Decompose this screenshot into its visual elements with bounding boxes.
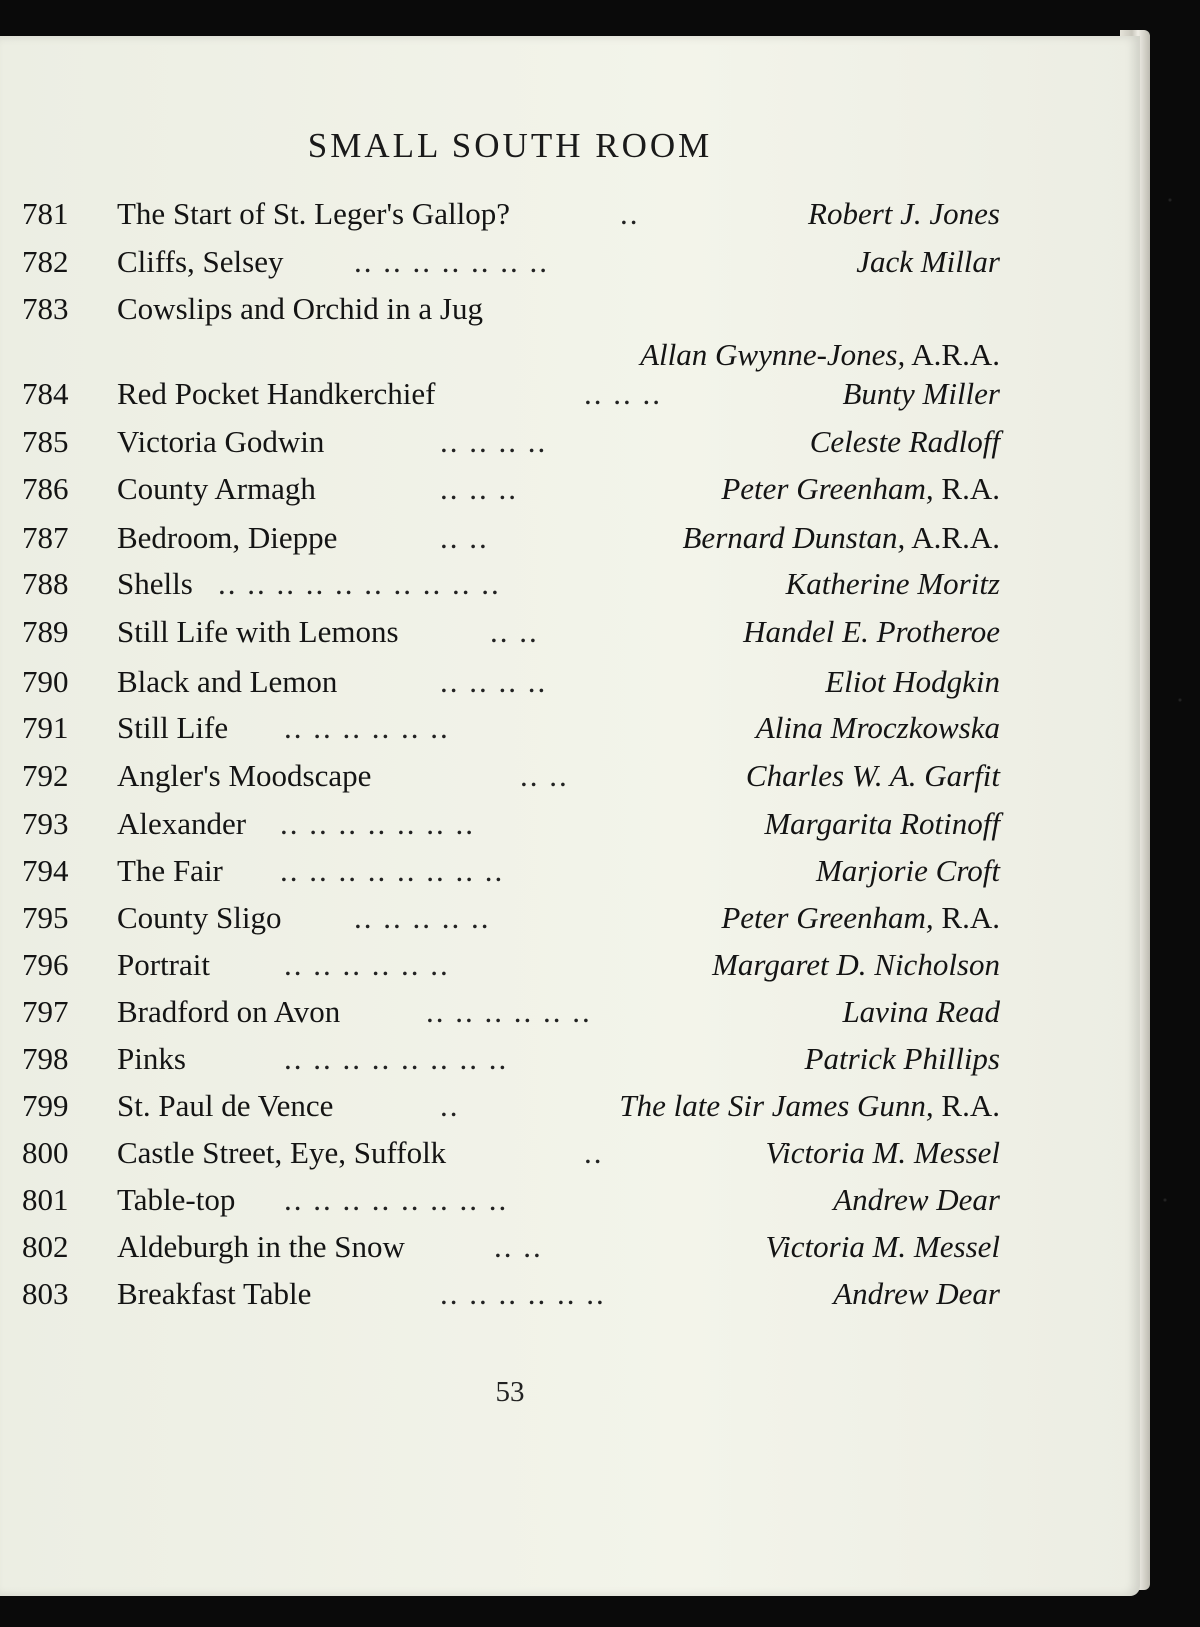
entry-number: 797 [22, 994, 69, 1029]
leader-dots: .. .. [440, 520, 489, 555]
artist-name: Peter Greenham, [721, 471, 934, 506]
entry-title: Castle Street, Eye, Suffolk [117, 1135, 447, 1170]
catalogue-page [0, 36, 1140, 1596]
entry-number: 794 [22, 853, 69, 888]
artist-honour: A.R.A. [911, 337, 1000, 372]
leader-dots: .. .. .. .. .. .. .. [354, 244, 549, 279]
entry-title: Victoria Godwin [117, 424, 325, 459]
entry-title: Angler's Moodscape [117, 758, 372, 793]
leader-dots: .. .. .. .. .. .. .. .. [284, 1041, 509, 1076]
entry-number: 799 [22, 1088, 69, 1123]
artist-name: Eliot Hodgkin [825, 664, 1000, 699]
catalogue-entry [22, 1088, 1000, 1134]
artist-name: Allan Gwynne-Jones, [640, 337, 906, 372]
entry-title: Alexander [117, 806, 247, 841]
catalogue-entry [22, 376, 1000, 422]
leader-dots: .. .. [494, 1229, 543, 1264]
entry-title: Bedroom, Dieppe [117, 520, 338, 555]
catalogue-entry [22, 1229, 1000, 1275]
catalogue-entry [22, 900, 1000, 946]
entry-artist [842, 994, 1000, 1030]
artist-name: Celeste Radloff [809, 424, 1000, 459]
leader-dots: .. .. .. .. .. .. [284, 710, 450, 745]
artist-name: Peter Greenham, [721, 900, 934, 935]
entry-artist [856, 244, 1000, 280]
entry-number: 790 [22, 664, 69, 699]
leader-dots: .. .. .. [584, 376, 662, 411]
entry-artist [810, 424, 1000, 460]
leader-dots: .. .. .. .. .. .. .. [280, 806, 475, 841]
entry-title: The Fair [117, 853, 223, 888]
entry-title: County Sligo [117, 900, 282, 935]
entry-artist [640, 337, 1000, 373]
artist-name: Handel E. Protheroe [743, 614, 1000, 649]
entry-number: 789 [22, 614, 69, 649]
leader-dots: .. [620, 196, 640, 231]
entry-artist [683, 520, 1001, 556]
entry-title: Red Pocket Handkerchief [117, 376, 436, 411]
entry-artist [721, 471, 1000, 507]
artist-name: Lavina Read [842, 994, 1000, 1029]
entry-artist [816, 853, 1000, 889]
entry-number: 800 [22, 1135, 69, 1170]
artist-honour: R.A. [941, 1088, 1000, 1123]
artist-name: Katherine Moritz [785, 566, 1000, 601]
entry-number: 782 [22, 244, 69, 279]
artist-name: Bunty Miller [842, 376, 1000, 411]
catalogue-entry [22, 1041, 1000, 1087]
catalogue-entry [22, 664, 1000, 710]
entry-artist [764, 806, 1000, 842]
entry-number: 785 [22, 424, 69, 459]
entry-artist [805, 1041, 1000, 1077]
entry-number: 795 [22, 900, 69, 935]
entry-artist [833, 1182, 1000, 1218]
entry-number: 792 [22, 758, 69, 793]
catalogue-entry [22, 1276, 1000, 1322]
leader-dots: .. .. .. .. [440, 424, 548, 459]
entry-artist [825, 664, 1000, 700]
entry-title: Shells [117, 566, 193, 601]
catalogue-entry [22, 710, 1000, 756]
entry-artist [786, 566, 1000, 602]
catalogue-entry [22, 244, 1000, 290]
entry-title: Aldeburgh in the Snow [117, 1229, 405, 1264]
entry-number: 787 [22, 520, 69, 555]
catalogue-entry [22, 947, 1000, 993]
leader-dots: .. .. .. .. .. .. [440, 1276, 606, 1311]
entry-number: 788 [22, 566, 69, 601]
artist-name: Robert J. Jones [808, 196, 1000, 231]
catalogue-entry [22, 471, 1000, 517]
leader-dots: .. .. [520, 758, 569, 793]
entry-title: St. Paul de Vence [117, 1088, 334, 1123]
artist-honour: A.R.A. [911, 520, 1000, 555]
artist-name: Jack Millar [856, 244, 1000, 279]
page-heading: SMALL SOUTH ROOM [307, 126, 713, 165]
entry-artist [712, 947, 1000, 983]
entry-title: Still Life with Lemons [117, 614, 399, 649]
leader-dots: .. .. [490, 614, 539, 649]
entry-artist [842, 376, 1000, 412]
catalogue-entry [22, 1182, 1000, 1228]
entry-number: 781 [22, 196, 69, 231]
entry-number: 803 [22, 1276, 69, 1311]
page-number: 53 [495, 1376, 525, 1408]
entry-title: Cliffs, Selsey [117, 244, 284, 279]
entry-number: 796 [22, 947, 69, 982]
catalogue-entry [22, 853, 1000, 899]
entry-title: Cowslips and Orchid in a Jug [117, 291, 483, 326]
entry-number: 783 [22, 291, 69, 326]
leader-dots: .. .. .. .. .. .. .. .. [280, 853, 505, 888]
artist-name: Bernard Dunstan, [682, 520, 906, 555]
catalogue-entry [22, 196, 1000, 242]
entry-number: 802 [22, 1229, 69, 1264]
leader-dots: .. .. .. .. .. .. [426, 994, 592, 1029]
catalogue-entry [22, 291, 1000, 372]
catalogue-entry [22, 994, 1000, 1040]
entry-title: Black and Lemon [117, 664, 338, 699]
artist-name: Margaret D. Nicholson [712, 947, 1000, 982]
entry-title: Portrait [117, 947, 210, 982]
entry-title: Bradford on Avon [117, 994, 341, 1029]
entry-number: 786 [22, 471, 69, 506]
leader-dots: .. .. .. .. .. .. [284, 947, 450, 982]
entry-artist [743, 614, 1000, 650]
catalogue-entry [22, 806, 1000, 852]
entry-artist [833, 1276, 1000, 1312]
entry-number: 791 [22, 710, 69, 745]
leader-dots: .. [440, 1088, 460, 1123]
artist-honour: R.A. [941, 471, 1000, 506]
entry-artist [721, 900, 1000, 936]
entry-title: Pinks [117, 1041, 186, 1076]
entry-title: Breakfast Table [117, 1276, 312, 1311]
entry-number: 801 [22, 1182, 69, 1217]
leader-dots: .. .. .. .. [440, 664, 548, 699]
entry-artist [766, 1229, 1000, 1265]
entry-artist [766, 1135, 1000, 1171]
artist-name: Margarita Rotinoff [764, 806, 1000, 841]
artist-name: Marjorie Croft [815, 853, 1000, 888]
catalogue-entry [22, 424, 1000, 470]
leader-dots: .. .. .. .. .. [354, 900, 491, 935]
entry-artist [746, 758, 1000, 794]
entry-title: Table-top [117, 1182, 236, 1217]
entry-number: 798 [22, 1041, 69, 1076]
entry-title: County Armagh [117, 471, 316, 506]
catalogue-entry [22, 758, 1000, 804]
catalogue-entry [22, 520, 1000, 566]
artist-name: Victoria M. Messel [765, 1229, 1000, 1264]
artist-name: Patrick Phillips [804, 1041, 1000, 1076]
entry-artist [808, 196, 1000, 232]
leader-dots: .. .. .. .. .. .. .. .. .. .. [218, 566, 501, 601]
catalogue-entry [22, 1135, 1000, 1181]
leader-dots: .. .. .. .. .. .. .. .. [284, 1182, 509, 1217]
leader-dots: .. .. .. [440, 471, 518, 506]
artist-honour: R.A. [941, 900, 1000, 935]
leader-dots: .. [584, 1135, 604, 1170]
artist-name: Andrew Dear [833, 1276, 1000, 1311]
entry-number: 793 [22, 806, 69, 841]
artist-name: The late Sir James Gunn, [619, 1088, 934, 1123]
entry-number: 784 [22, 376, 69, 411]
artist-name: Charles W. A. Garfit [745, 758, 1000, 793]
artist-name: Andrew Dear [833, 1182, 1000, 1217]
artist-name: Victoria M. Messel [765, 1135, 1000, 1170]
entry-artist [619, 1088, 1000, 1124]
artist-name: Alina Mroczkowska [755, 710, 1000, 745]
catalogue-entry [22, 614, 1000, 660]
entry-title: Still Life [117, 710, 229, 745]
entry-title: The Start of St. Leger's Gallop? [117, 196, 510, 231]
entry-artist [756, 710, 1000, 746]
catalogue-entry [22, 566, 1000, 612]
